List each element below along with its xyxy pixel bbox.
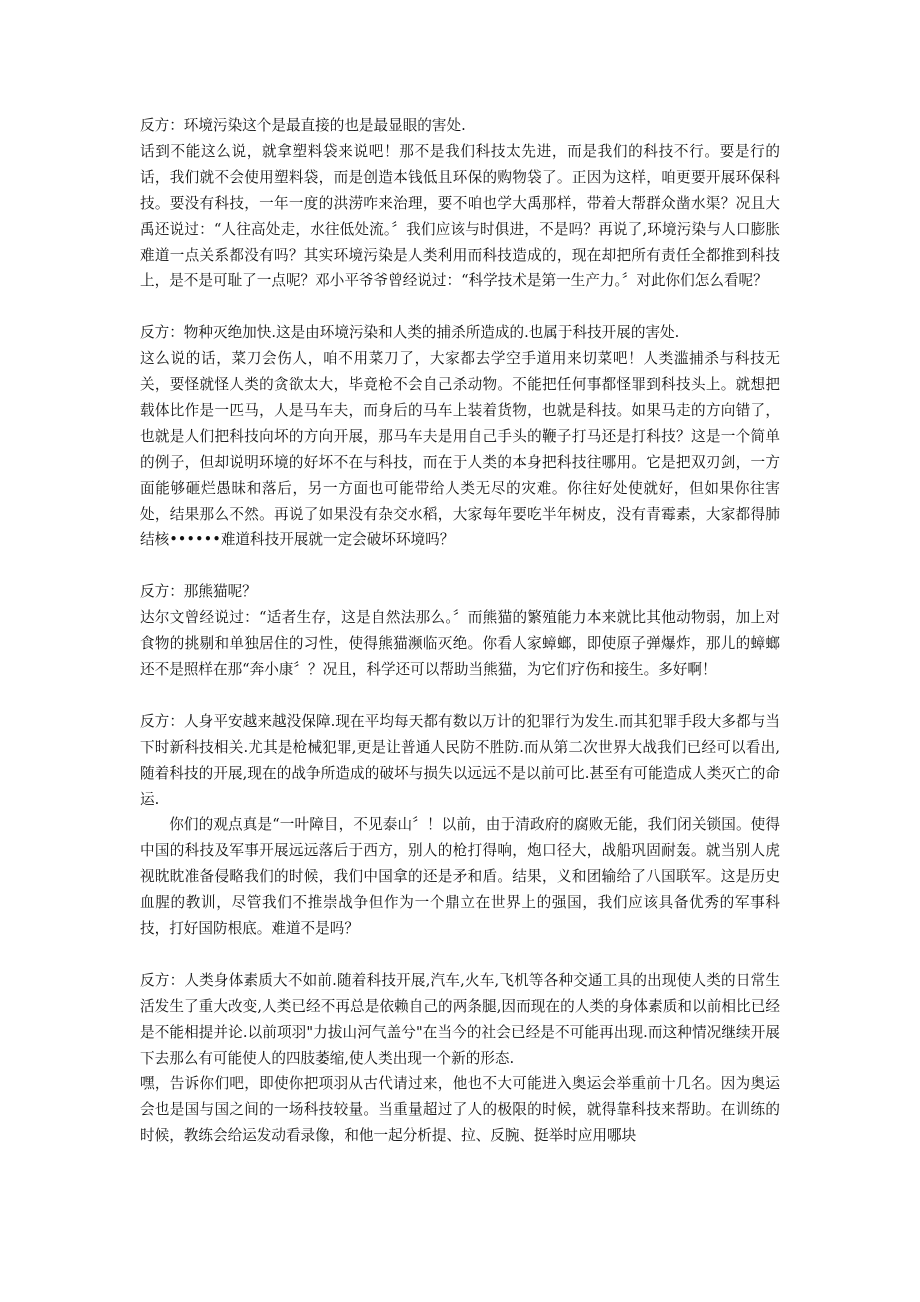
section-body: 嘿，告诉你们吧，即使你把项羽从古代请过来，他也不大可能进入奥运会举重前十几名。因为奥运会也是国与国之间的一场科技较量。当重量超过了人的极限的时候，就得靠科技来帮助。在训练的时候，教练会给运发动看录像，和他一起分析提、拉、反腕、挺举时应用哪块 bbox=[140, 1075, 780, 1145]
debate-section-fitness bbox=[140, 968, 780, 1149]
section-body: 达尔文曾经说过：“适者生存，这是自然法那么。〞而熊猫的繁殖能力本来就比其他动物弱，加上对食物的挑剔和单独居住的习性，使得熊猫濒临灭绝。你看人家蟑螂，即使原子弹爆炸，那儿的蟑螂还不是照样在那“奔小康〞？况且，科学还可以帮助当熊猫，为它们疗伤和接生。多好啊！ bbox=[140, 609, 780, 678]
debate-section-safety bbox=[140, 709, 780, 942]
document-page bbox=[140, 113, 780, 1175]
section-heading: 反方：人类身体素质大不如前.随着科技开展,汽车,火车,飞机等各种交通工具的出现使人类的日常生活发生了重大改变,人类已经不再总是依赖自己的两条腿,因而现在的人类的身体素质和以前相比已经是不能相提并论.以前项羽"力拔山河气盖兮"在当今的社会已经是不可能再出现.而这种情况继续开展下去那么有可能使人的四肢萎缩,使人类出现一个新的形态. bbox=[140, 971, 780, 1067]
section-heading: 反方：物种灭绝加快.这是由环境污染和人类的捕杀所造成的.也属于科技开展的害处. bbox=[140, 324, 680, 342]
section-body: 这么说的话，菜刀会伤人，咱不用菜刀了，大家都去学空手道用来切菜吧！人类滥捕杀与科技无关，要怪就怪人类的贪欲太大，毕竟枪不会自己杀动物。不能把任何事都怪罪到科技头上。就想把载体比作是一匹马，人是马车夫，而身后的马车上装着货物，也就是科技。如果马走的方向错了，也就是人们把科技向坏的方向开展，那马车夫是用自己手头的鞭子打马还是打科技？这是一个简单的例子，但却说明环境的好坏不在与科技，而在于人类的本身把科技往哪用。它是把双刃剑，一方面能够砸烂愚昧和落后，另一方面也可能带给人类无尽的灾难。你往好处使就好，但如果你往害处，结果那么不然。再说了如果没有杂交水稻，大家每年要吃半年树皮，没有青霉素，大家都得肺结核••••••难道科技开展就一定会破坏环境吗？ bbox=[140, 350, 780, 549]
debate-section-pollution bbox=[140, 113, 780, 294]
section-body: 你们的观点真是“一叶障目，不见泰山〞！以前，由于清政府的腐败无能，我们闭关锁国。使得中国的科技及军事开展远远落后于西方，别人的枪打得响，炮口径大，战船巩固耐轰。就当别人虎视眈眈准备侵略我们的时候，我们中国拿的还是矛和盾。结果，义和团输给了八国联军。这是历史血腥的教训，尽管我们不推崇战争但作为一个鼎立在世界上的强国，我们应该具备优秀的军事科技，打好国防根底。难道不是吗？ bbox=[140, 816, 780, 938]
section-heading: 反方：那熊猫呢？ bbox=[140, 583, 257, 601]
debate-section-panda bbox=[140, 579, 780, 683]
section-heading: 反方：环境污染这个是最直接的也是最显眼的害处. bbox=[140, 117, 466, 134]
section-heading: 反方：人身平安越来越没保障.现在平均每天都有数以万计的犯罪行为发生.而其犯罪手段大多都与当下时新科技相关.尤其是枪械犯罪,更是让普通人民防不胜防.而从第二次世界大战我们已经可以看出,随着科技的开展,现在的战争所造成的破坏与损失以远远不是以前可比.甚至有可能造成人类灭亡的命运. bbox=[140, 712, 780, 808]
section-body: 话到不能这么说，就拿塑料袋来说吧！那不是我们科技太先进，而是我们的科技不行。要是行的话，我们就不会使用塑料袋，而是创造本钱低且环保的购物袋了。正因为这样，咱更要开展环保科技。要没有科技，一年一度的洪涝咋来治理，要不咱也学大禹那样，带着大帮群众凿水渠？况且大禹还说过：“人往高处走，水往低处流。〞我们应该与时俱进，不是吗？再说了,环境污染与人口膨胀难道一点关系都没有吗？其实环境污染是人类利用而科技造成的，现在却把所有责任全都推到科技上，是不是可耻了一点呢？邓小平爷爷曾经说过：“科学技术是第一生产力。〞对此你们怎么看呢？ bbox=[140, 142, 780, 290]
debate-section-extinction bbox=[140, 320, 780, 553]
